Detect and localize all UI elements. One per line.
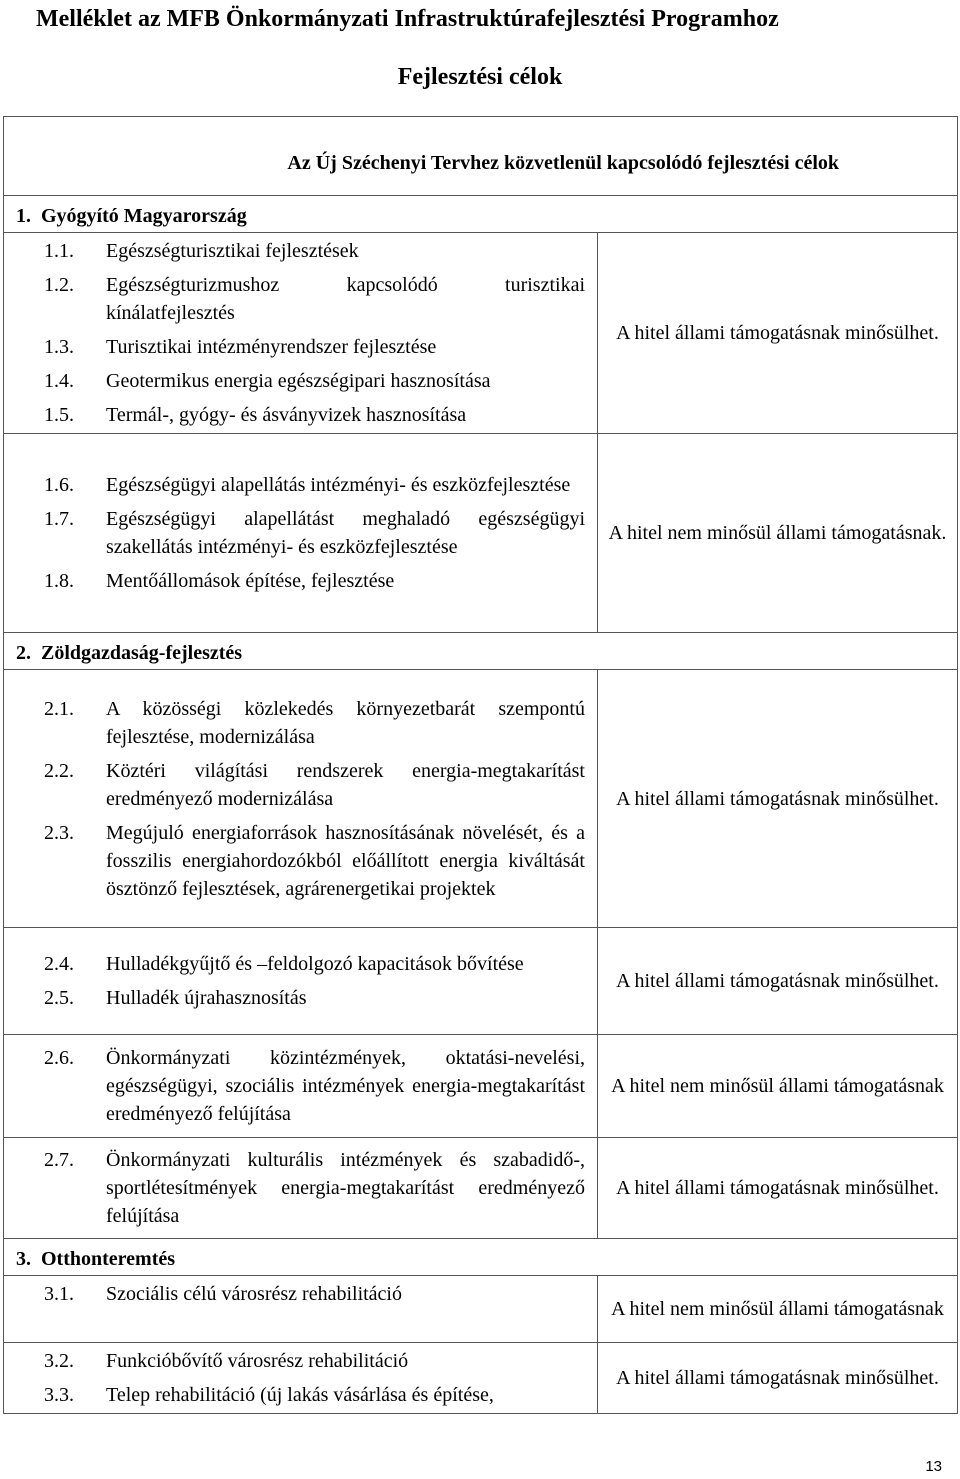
list-item xyxy=(44,1146,585,1230)
development-goals-table xyxy=(3,116,958,1414)
item-number: 1.6. xyxy=(44,474,74,496)
item-text: Mentőállomások építése, fejlesztése xyxy=(106,570,395,592)
table-row xyxy=(4,928,958,1035)
list-item xyxy=(44,695,585,751)
list-item xyxy=(44,471,585,499)
item-text: Megújuló energiaforrások hasznosításának növelését, és a fosszilis energiahordozókból előállított energia kiváltását ösztönző fejlesztések, agrárenergetikai projektek xyxy=(106,821,585,900)
item-text: Köztéri világítási rendszerek energia-megtakarítást eredményező modernizálása xyxy=(106,759,585,810)
item-text: Hulladékgyűjtő és –feldolgozó kapacitások bővítése xyxy=(106,953,524,975)
list-item xyxy=(44,950,585,978)
item-number: 2.6. xyxy=(44,1047,74,1069)
item-text: Önkormányzati közintézmények, oktatási-nevelési, egészségügyi, szociális intézmények energia-megtakarítást eredményező felújítása xyxy=(106,1047,585,1125)
category-label: Gyógyító Magyarország xyxy=(41,205,247,227)
list-item xyxy=(44,505,585,561)
item-text: Funkcióbővítő városrész rehabilitáció xyxy=(106,1350,409,1372)
item-number: 3.1. xyxy=(44,1283,74,1305)
list-item xyxy=(44,1044,585,1128)
category-number: 2. xyxy=(16,642,31,664)
item-number: 1.8. xyxy=(44,570,74,592)
table-intro-row xyxy=(4,117,958,196)
item-text: Turisztikai intézményrendszer fejlesztése xyxy=(106,336,437,358)
item-number: 2.4. xyxy=(44,953,74,975)
list-item xyxy=(44,757,585,813)
item-text: A közösségi közlekedés környezetbarát szempontú fejlesztése, modernizálása xyxy=(106,697,585,748)
item-number: 2.3. xyxy=(44,821,74,844)
support-note: A hitel állami támogatásnak minősülhet. xyxy=(616,1367,939,1389)
list-item xyxy=(44,367,585,395)
support-note: A hitel állami támogatásnak minősülhet. xyxy=(616,322,939,344)
list-item xyxy=(44,819,585,903)
table-row xyxy=(4,233,958,434)
item-text: Geotermikus energia egészségipari hasznosítása xyxy=(106,370,491,392)
list-item xyxy=(44,271,585,327)
page-number: 13 xyxy=(925,1458,942,1475)
page-title: Melléklet az MFB Önkormányzati Infrastruktúrafejlesztési Programhoz xyxy=(36,6,779,32)
category-number: 3. xyxy=(16,1248,31,1270)
item-number: 2.1. xyxy=(44,697,74,720)
list-item xyxy=(44,567,585,595)
table-row xyxy=(4,434,958,633)
item-number: 3.2. xyxy=(44,1350,74,1372)
list-item xyxy=(44,984,585,1012)
list-item xyxy=(44,333,585,361)
category-number: 1. xyxy=(16,205,31,227)
category-row xyxy=(4,633,958,670)
item-text: Önkormányzati kulturális intézmények és szabadidő-, sportlétesítmények energia-megtakarítást eredményező felújítása xyxy=(106,1149,585,1227)
list-item xyxy=(44,237,585,265)
list-item xyxy=(44,1280,585,1308)
list-item xyxy=(44,1381,585,1409)
item-number: 2.5. xyxy=(44,987,74,1009)
support-note: A hitel nem minősül állami támogatásnak xyxy=(611,1075,944,1097)
item-text: Hulladék újrahasznosítás xyxy=(106,987,307,1009)
page-subtitle: Fejlesztési célok xyxy=(397,64,563,90)
item-number: 2.2. xyxy=(44,759,74,782)
support-note: A hitel nem minősül állami támogatásnak. xyxy=(608,522,947,544)
table-intro: Az Új Széchenyi Tervhez közvetlenül kapcsolódó fejlesztési célok xyxy=(287,152,839,174)
item-number: 3.3. xyxy=(44,1384,74,1406)
table-row xyxy=(4,1035,958,1138)
table-row xyxy=(4,1138,958,1239)
item-number: 1.2. xyxy=(44,274,74,296)
item-number: 1.4. xyxy=(44,370,74,392)
item-number: 1.1. xyxy=(44,240,74,262)
list-item xyxy=(44,401,585,429)
item-text: Egészségturisztikai fejlesztések xyxy=(106,240,359,262)
item-text: Szociális célú városrész rehabilitáció xyxy=(106,1283,402,1305)
category-row xyxy=(4,196,958,233)
item-number: 1.5. xyxy=(44,404,74,426)
support-note: A hitel nem minősül állami támogatásnak xyxy=(611,1298,944,1320)
item-number: 2.7. xyxy=(44,1149,74,1171)
support-note: A hitel állami támogatásnak minősülhet. xyxy=(616,787,939,810)
item-text: Telep rehabilitáció (új lakás vásárlása és építése, xyxy=(106,1384,494,1406)
category-row xyxy=(4,1239,958,1276)
support-note: A hitel állami támogatásnak minősülhet. xyxy=(616,970,939,992)
item-text: Egészségturizmushoz kapcsolódó turisztikai kínálatfejlesztés xyxy=(106,274,585,324)
list-item xyxy=(44,1347,585,1375)
support-note: A hitel állami támogatásnak minősülhet. xyxy=(616,1177,939,1199)
item-number: 1.7. xyxy=(44,508,74,530)
table-row xyxy=(4,1343,958,1414)
table-row xyxy=(4,1276,958,1343)
item-text: Egészségügyi alapellátás intézményi- és eszközfejlesztése xyxy=(106,474,571,496)
category-label: Otthonteremtés xyxy=(41,1248,176,1270)
category-label: Zöldgazdaság-fejlesztés xyxy=(41,642,243,664)
item-text: Egészségügyi alapellátást meghaladó egészségügyi szakellátás intézményi- és eszközfejlesztése xyxy=(106,508,585,558)
item-text: Termál-, gyógy- és ásványvizek hasznosítása xyxy=(106,404,467,426)
table-row xyxy=(4,670,958,928)
item-number: 1.3. xyxy=(44,336,74,358)
